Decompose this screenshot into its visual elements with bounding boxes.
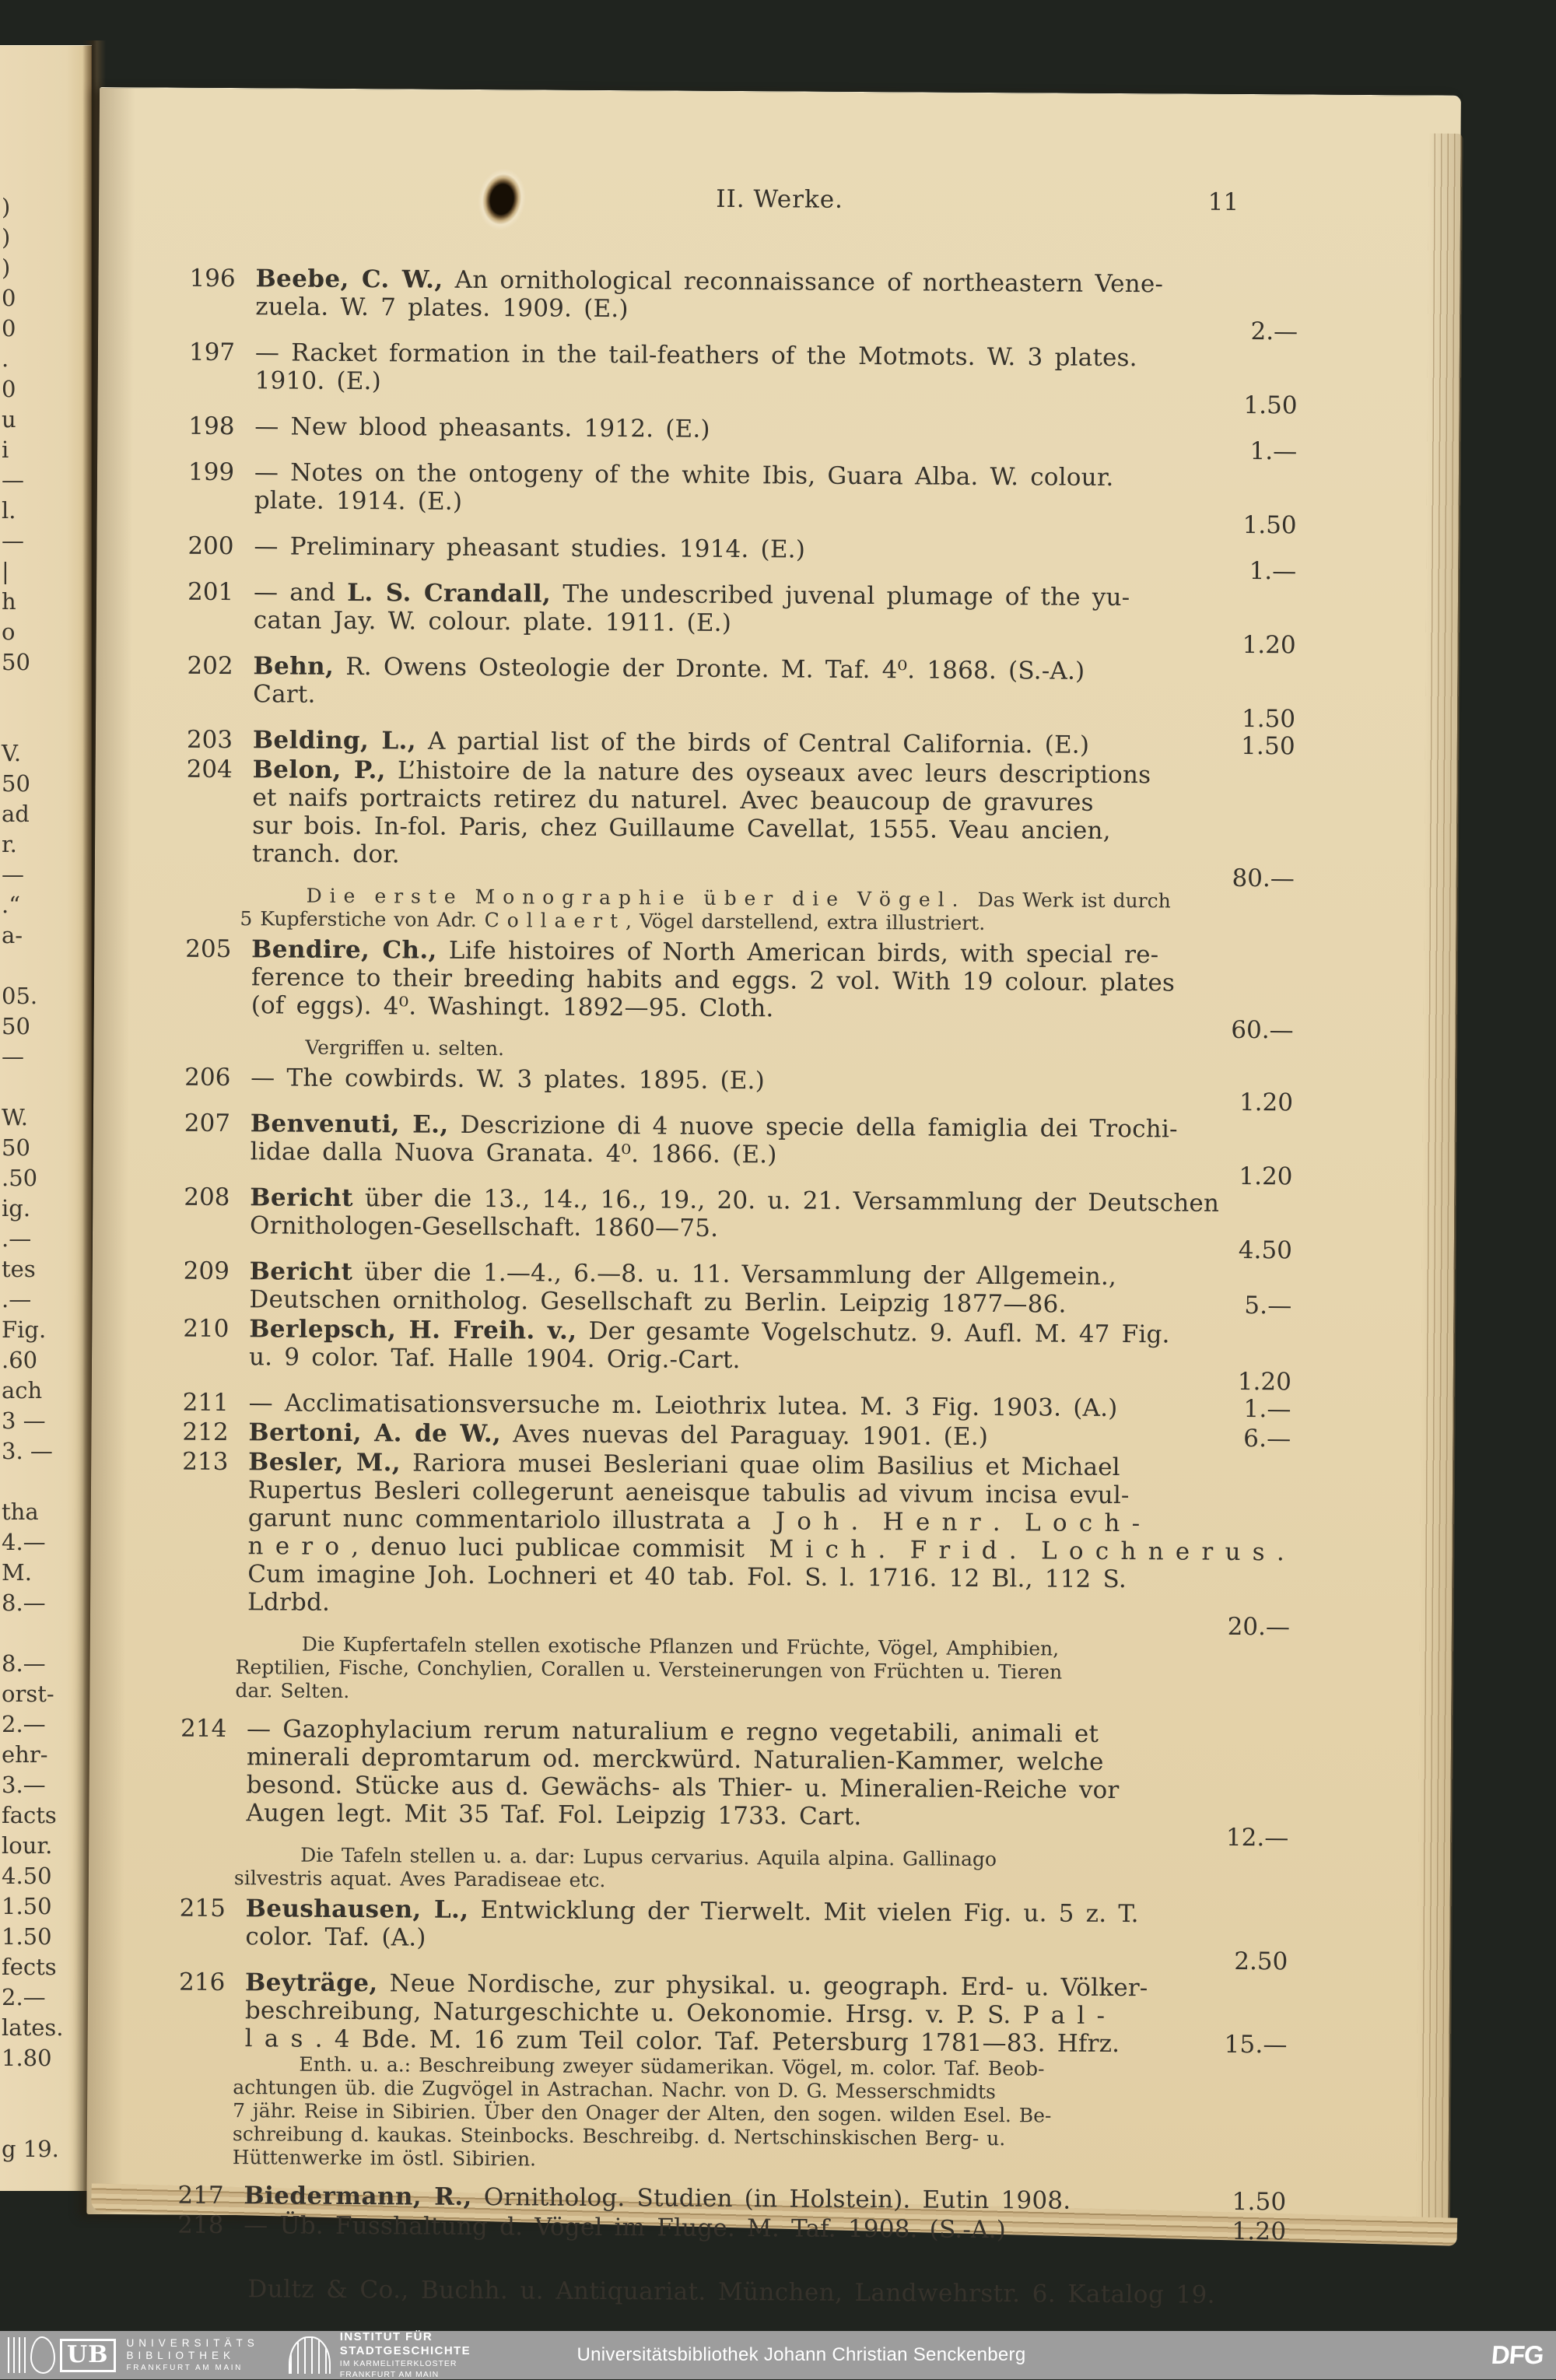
entry-number: 209 — [183, 1257, 230, 1286]
entry-number: 205 — [185, 934, 232, 964]
margin-fragment: — — [2, 528, 24, 554]
entry-number: 208 — [184, 1183, 230, 1212]
entry-body — [250, 1109, 1293, 1191]
entry-price: 1.— — [1243, 1395, 1291, 1424]
entry-price: 1.20 — [1239, 1088, 1294, 1117]
margin-fragment: W. — [2, 1104, 28, 1130]
entry-price: 1.50 — [1241, 704, 1296, 734]
margin-fragment: 4.50 — [2, 1863, 52, 1889]
entry-number: 201 — [187, 577, 234, 607]
margin-fragment: .60 — [2, 1347, 38, 1373]
margin-fragment: M. — [2, 1559, 32, 1586]
entry-number: 197 — [188, 338, 236, 367]
ub-frankfurt-logo — [8, 2336, 116, 2374]
margin-fragment: 8.— — [2, 1590, 46, 1616]
entry-text: Beushausen, L., Entwicklung der Tierwelt. Mit vielen Fig. u. 5 z. T. color. Taf. (A.) — [245, 1895, 1139, 1952]
ub-name-line: UNIVERSITÄTS — [126, 2337, 259, 2349]
entry-body — [235, 1448, 1291, 1712]
entry-author: Bendire, Ch., — [251, 935, 437, 965]
margin-fragment: orst- — [2, 1681, 54, 1707]
entry-price: 1.50 — [1240, 731, 1295, 761]
entry-number: 218 — [177, 2210, 224, 2240]
entry-price: 12.— — [1225, 1823, 1289, 1852]
margin-fragment: Fig. — [2, 1316, 47, 1343]
portrait-oval-icon — [30, 2336, 55, 2374]
entry-text: Behn, R. Owens Osteologie der Dronte. M. Taf. 4⁰. 1868. (S.-A.) Cart. — [253, 652, 1085, 709]
margin-fragment: 1.80 — [2, 2045, 52, 2071]
entry-price: 1.50 — [1232, 2187, 1287, 2217]
entry-author: Bericht — [249, 1257, 353, 1287]
facing-page-strip — [0, 45, 92, 2191]
entry-number: 217 — [177, 2181, 224, 2210]
institute-name-line: FRANKFURT AM MAIN — [339, 2370, 440, 2379]
entry-text: Beebe, C. W., An ornithological reconnaissance of northeastern Vene- zuela. W. 7 plates. 1909. (E.) — [255, 265, 1164, 324]
entry-text: Benvenuti, E., Descrizione di 4 nuove specie della famiglia dei Trochi- lidae dalla Nuova Granata. 4⁰. 1866. (E.) — [250, 1109, 1178, 1169]
entry-author: Bertoni, A. de W., — [248, 1418, 502, 1449]
catalog-entry — [87, 1968, 1450, 2180]
catalog-entry — [93, 1183, 1455, 1264]
margin-fragment: 3.— — [2, 1772, 46, 1798]
entry-number: 214 — [180, 1714, 227, 1744]
entry-price: 6.— — [1243, 1425, 1291, 1453]
entry-body — [249, 1389, 1291, 1423]
entry-body — [240, 755, 1295, 940]
footer-bar — [0, 2331, 1556, 2379]
entry-text: — and L. S. Crandall, The undescribed juvenal plumage of the yu- catan Jay. W. colour. plate. 1911. (E.) — [253, 578, 1130, 637]
margin-fragment: 4.— — [2, 1529, 46, 1555]
entry-body — [232, 1968, 1288, 2178]
margin-fragment: ig. — [2, 1195, 31, 1222]
entry-note: D i e e r s t e M o n o g r a p h i e ü b e r d i e V ö g e l . Das Werk ist durch 5 Kupferstiche von Adr. C o l l a e r t , Vögel darstellend, extra illustriert. — [240, 884, 1171, 934]
entry-body — [254, 532, 1297, 586]
entry-author: Beyträge, — [245, 1968, 378, 1998]
catalog-entries — [86, 264, 1460, 2247]
entry-price: 1.— — [1249, 557, 1297, 586]
catalog-entry — [96, 651, 1458, 732]
margin-fragment: 8.— — [2, 1650, 46, 1677]
margin-fragment: 3 — — [2, 1407, 46, 1434]
catalog-entry — [93, 934, 1456, 1070]
institute-name-line: IM KARMELITERKLOSTER — [339, 2359, 457, 2368]
entry-text: Besler, M., Rariora musei Besleriani quae olim Basilius et Michael Rupertus Besleri collegerunt aeneisque tabulis ad vivum incisa evul- garunt nunc commentariolo illustrata a J o h . H e n r . L o c h - n e r o , denuo luci publicae commisit M i c h . F r i d . L o c h n e r u s . Cum imagine Joh. Lochneri et 40 tab. Fol. S. l. 1716. 12 Bl., 112 S. Ldrbd. — [247, 1448, 1285, 1617]
entry-body — [255, 265, 1298, 346]
margin-fragment: r. — [2, 831, 17, 857]
entry-author: Biedermann, R., — [244, 2182, 472, 2211]
entry-body — [249, 1257, 1291, 1320]
entry-price: 15.— — [1224, 2030, 1288, 2059]
catalog-entry — [98, 264, 1460, 345]
entry-body — [251, 935, 1294, 1068]
margin-fragment: .“ — [2, 892, 21, 918]
ub-library-name — [127, 2337, 259, 2373]
margin-fragment: ehr- — [2, 1741, 48, 1768]
margin-fragment: ach — [2, 1377, 43, 1404]
entry-text: — Preliminary pheasant studies. 1914. (E.) — [254, 532, 806, 564]
institute-name — [340, 2330, 471, 2380]
entry-number: 200 — [187, 531, 234, 561]
catalog-entry — [96, 577, 1459, 658]
catalog-entry — [94, 755, 1456, 941]
entry-price: 1.50 — [1243, 391, 1298, 420]
entry-price: 1.20 — [1237, 1367, 1291, 1397]
entry-author: Beushausen, L., — [245, 1895, 469, 1924]
catalog-footer — [86, 2274, 1448, 2311]
catalog-entry — [92, 1257, 1453, 1321]
entry-note: Enth. u. a.: Beschreibung zweyer südamerikan. Vögel, m. color. Taf. Beob- achtungen üb. die Zugvögel in Astrachan. Nachr. von D. G. Messerschmidts 7 jähr. Reise in Sibirien. Über den Onager der Alten, den sogen. wilden Esel. Be- schreibung d. kaukas. Steinbocks. Beschreibg. d. Nertschinskischen Berg- u. Hüttenwerke im östl. Sibirien. — [232, 2052, 1052, 2171]
entry-text: — The cowbirds. W. 3 plates. 1895. (E.) — [251, 1064, 766, 1095]
provenance-text: Universitätsbibliothek Johann Christian Senckenberg — [576, 2344, 1026, 2365]
margin-fragment: 05. — [2, 983, 38, 1009]
entry-text: — Acclimatisationsversuche m. Leiothrix lutea. M. 3 Fig. 1903. (A.) 1.— — [248, 1389, 1291, 1424]
entry-author: Berlepsch, H. Freih. v., — [249, 1315, 577, 1345]
book-lines-icon — [8, 2337, 26, 2373]
entry-text: — New blood pheasants. 1912. (E.) — [254, 412, 710, 443]
margin-fragment: ) — [2, 254, 11, 281]
arch-stripes — [290, 2338, 329, 2374]
entry-price: 5.— — [1244, 1292, 1292, 1320]
entry-text: Beyträge, Neue Nordische, zur physikal. u. geograph. Erd- u. Völker- beschreibung, Naturgeschichte u. Oekonomie. Hrsg. v. P. S. P a l - l a s . 4 Bde. M. 16 zum Teil color. Taf. Petersburg 1781—83. Hfrz. 15.— — [244, 1968, 1288, 2059]
margin-fragment: 0 — [2, 285, 16, 311]
margin-fragment: .50 — [2, 1165, 38, 1191]
catalog — [86, 264, 1460, 2311]
entry-author: Behn, — [253, 652, 335, 681]
margin-fragment: u — [2, 406, 16, 433]
entry-note: Die Kupfertafeln stellen exotische Pflanzen und Früchte, Vögel, Amphibien, Reptilien, Fische, Conchylien, Corallen u. Versteinerungen von Früchten u. Tieren dar. Selten. — [235, 1632, 1063, 1703]
catalog-entry — [92, 1314, 1454, 1395]
catalog-entry — [97, 457, 1460, 538]
entry-author: Benvenuti, E., — [250, 1109, 449, 1139]
institute-name-line: INSTITUT FÜR — [339, 2330, 433, 2343]
entry-body — [254, 412, 1298, 466]
catalog-entry — [89, 1714, 1451, 1901]
institute-arch-icon — [289, 2336, 331, 2374]
entry-price: 80.— — [1232, 864, 1295, 893]
margin-fragment: 3. — — [2, 1438, 53, 1464]
entry-price: 1.— — [1249, 437, 1298, 466]
entry-number: 215 — [179, 1894, 226, 1923]
entry-price: 60.— — [1231, 1015, 1294, 1045]
entry-text: Belon, P., L’histoire de la nature des oyseaux avec leurs descriptions et naifs portraicts retirez du naturel. Avec beaucoup de gravures sur bois. In-fol. Paris, chez Guillaume Cavellat, 1555. Veau ancien, tranch. dor. — [251, 755, 1151, 869]
margin-fragment: . — [2, 345, 9, 372]
entry-body — [233, 1715, 1289, 1899]
margin-fragment: i — [2, 436, 9, 463]
entry-number: 212 — [182, 1418, 229, 1447]
institute-name-line: STADTGESCHICHTE — [339, 2344, 471, 2357]
entry-body — [245, 1895, 1288, 1976]
margin-fragment: h — [2, 588, 16, 615]
catalog-entry — [97, 412, 1459, 464]
entry-body — [254, 458, 1298, 540]
entry-price: 4.50 — [1238, 1236, 1293, 1265]
entry-text: Bendire, Ch., Life histoires of North American birds, with special re- ference to their breeding habits and eggs. 2 vol. With 19 colour. plates (of eggs). 4⁰. Washingt. 1892—95. Cloth. — [251, 935, 1176, 1023]
entry-text: — Üb. Fusshaltung d. Vögel im Fluge. M. Taf. 1908. (S.-A.) 1.20 — [244, 2211, 1287, 2246]
entry-body — [251, 1064, 1294, 1117]
margin-fragment: 2.— — [2, 1711, 46, 1737]
entry-number: 207 — [184, 1109, 231, 1138]
entry-price: 20.— — [1227, 1612, 1291, 1642]
margin-fragment: 0 — [2, 376, 16, 402]
entry-body — [254, 338, 1298, 420]
entry-author: L. S. Crandall, — [347, 578, 552, 608]
margin-fragment: facts — [2, 1802, 57, 1828]
margin-fragment: 50 — [2, 1013, 30, 1039]
margin-fragment: — — [2, 467, 24, 493]
catalog-entry — [93, 1063, 1455, 1116]
entry-number: 199 — [187, 457, 235, 487]
catalog-footer-line: Dultz & Co., Buchh. u. Antiquariat. München, Landwehrstr. 6. Katalog 19. — [247, 2275, 1216, 2309]
entry-body — [248, 1315, 1292, 1397]
entry-body — [253, 578, 1297, 660]
entry-number: 204 — [186, 755, 233, 784]
entry-author: Belding, L., — [252, 726, 417, 755]
margin-fragment: g 19. — [2, 2136, 59, 2162]
catalog-entry — [93, 1109, 1455, 1190]
margin-fragment: 1.50 — [2, 1923, 52, 1950]
margin-fragment: | — [2, 558, 9, 584]
entry-price: 1.50 — [1242, 510, 1297, 540]
entry-text: Belding, L., A partial list of the birds of Central California. (E.) 1.50 — [252, 726, 1295, 761]
entry-price: 2.50 — [1234, 1947, 1288, 1976]
catalog-entry — [88, 1894, 1450, 1975]
folio-page-number: 11 — [1207, 188, 1239, 216]
entry-price: 1.20 — [1232, 2217, 1287, 2246]
entry-number: 210 — [183, 1314, 230, 1344]
entry-text: Bericht über die 13., 14., 16., 19., 20. u. 21. Versammlung der Deutschen Ornithologen-Gesellschaft. 1860—75. — [249, 1183, 1220, 1243]
entry-body — [253, 652, 1296, 734]
margin-fragment: 2.— — [2, 1984, 46, 2010]
scanned-page — [86, 87, 1461, 2309]
entry-body — [244, 2211, 1286, 2245]
entry-text: Biedermann, R., Ornitholog. Studien (in Holstein). Eutin 1908. 1.50 — [244, 2182, 1287, 2217]
entry-body — [253, 726, 1295, 760]
entry-text: Berlepsch, H. Freih. v., Der gesamte Vogelschutz. 9. Aufl. M. 47 Fig. u. 9 color. Taf. Halle 1904. Orig.-Cart. — [248, 1315, 1170, 1375]
entry-text: Bertoni, A. de W., Aves nuevas del Paraguay. 1901. (E.) 6.— — [248, 1418, 1291, 1453]
margin-fragment: tes — [2, 1256, 36, 1282]
margin-fragment: ) — [2, 224, 11, 251]
margin-fragment: V. — [2, 740, 22, 766]
margin-fragment: — — [2, 1043, 24, 1070]
margin-fragment: 0 — [2, 315, 16, 342]
margin-fragment: — — [2, 861, 24, 888]
catalog-entry — [89, 1447, 1453, 1713]
entry-price: 1.20 — [1242, 630, 1296, 660]
entry-number: 196 — [189, 264, 236, 293]
ub-name-line: FRANKFURT AM MAIN — [126, 2364, 243, 2372]
entry-note: Die Tafeln stellen u. a. dar: Lupus cervarius. Aquila alpina. Gallinago silvestris aquat. Aves Paradiseae etc. — [233, 1843, 997, 1892]
ub-name-line: BIBLIOTHEK — [126, 2350, 236, 2361]
entry-number: 198 — [188, 412, 235, 441]
entry-text: — Gazophylacium rerum naturalium e regno vegetabili, animali et minerali depromtarum od. merckwürd. Naturalien-Kammer, welche besond. Stücke aus d. Gewächs- als Thier- u. Mineralien-Reiche vor Augen legt. Mit 35 Taf. Fol. Leipzig 1733. Cart. — [246, 1715, 1120, 1831]
entry-price: 1.20 — [1239, 1162, 1293, 1191]
margin-fragment: lates. — [2, 2014, 64, 2041]
margin-fragment: l. — [2, 497, 16, 524]
entry-author: Beebe, C. W., — [255, 265, 443, 294]
margin-fragment: .— — [2, 1286, 32, 1313]
margin-fragment: tha — [2, 1498, 39, 1525]
page-header — [99, 181, 1460, 218]
catalog-entry — [96, 531, 1458, 584]
entry-author: Belon, P., — [252, 755, 387, 785]
margin-fragment: .— — [2, 1225, 32, 1252]
entry-text: — Notes on the ontogeny of the white Ibis, Guara Alba. W. colour. plate. 1914. (E.) — [254, 458, 1114, 516]
entry-number: 202 — [187, 651, 233, 681]
entry-text: Bericht über die 1.—4., 6.—8. u. 11. Versammlung der Allgemein., Deutschen ornitholog. Gesellschaft zu Berlin. Leipzig 1877—86. 5.— — [249, 1257, 1292, 1320]
section-title: II. Werke. — [716, 184, 844, 214]
margin-fragment: 50 — [2, 1134, 30, 1161]
entry-number: 203 — [186, 725, 233, 755]
entry-number: 216 — [179, 1968, 226, 1997]
ub-logo-mark: UB — [60, 2339, 116, 2372]
margin-fragment: ad — [2, 801, 30, 827]
entry-note: Vergriffen u. selten. — [305, 1036, 505, 1060]
entry-number: 206 — [184, 1063, 231, 1092]
entry-number: 213 — [182, 1447, 229, 1477]
entry-author: Bericht — [250, 1183, 353, 1213]
margin-fragment: lour. — [2, 1832, 53, 1859]
margin-fragment: a- — [2, 922, 23, 948]
entry-number: 211 — [182, 1388, 229, 1418]
margin-fragment: 50 — [2, 770, 30, 797]
catalog-entry — [97, 338, 1460, 419]
entry-price: 2.— — [1250, 317, 1298, 346]
margin-fragment: 50 — [2, 649, 30, 675]
entry-body — [249, 1183, 1293, 1265]
entry-author: Besler, M., — [248, 1448, 401, 1477]
margin-fragment: fects — [2, 1954, 57, 1980]
entry-text: — Racket formation in the tail-feathers of the Motmots. W. 3 plates. 1910. (E.) — [254, 338, 1137, 396]
margin-fragment: ) — [2, 194, 11, 220]
margin-fragment: 1.50 — [2, 1893, 52, 1919]
dfg-logo: DFG — [1490, 2340, 1545, 2369]
entry-body — [248, 1418, 1291, 1453]
margin-fragment: o — [2, 619, 16, 645]
entry-body — [244, 2182, 1286, 2216]
